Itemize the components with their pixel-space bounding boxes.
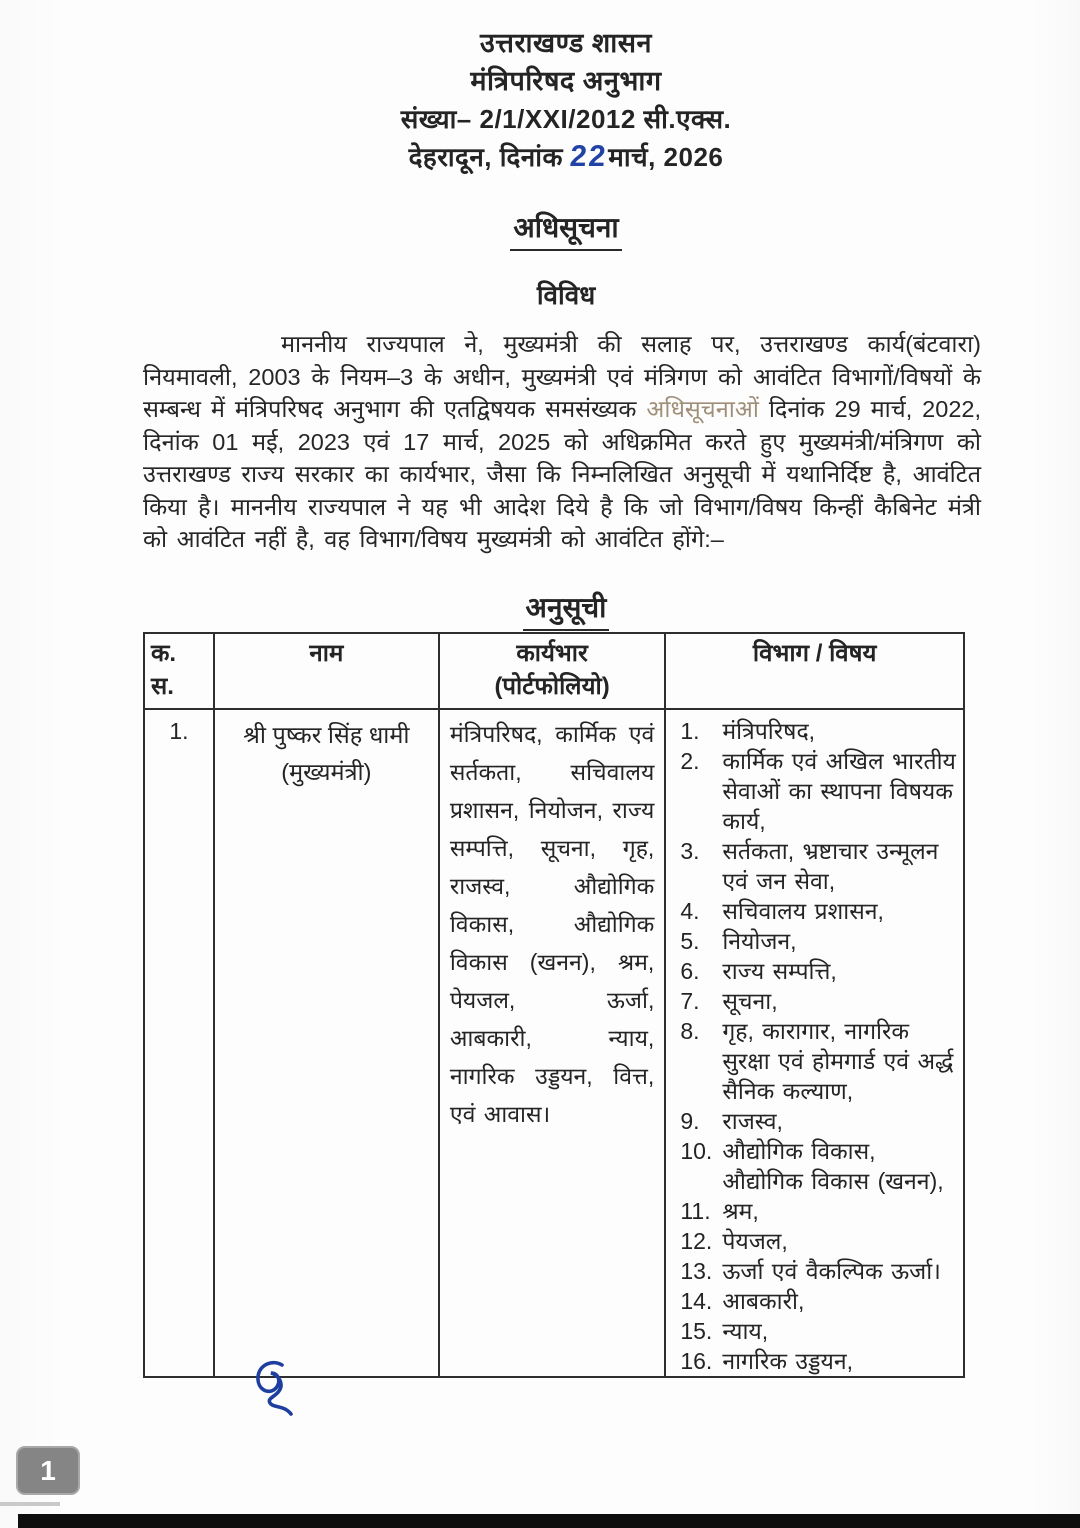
header-portfolio: कार्यभार (पोर्टफोलियो): [439, 633, 665, 709]
department-list-item: [674, 1106, 957, 1136]
department-list-item: [674, 986, 957, 1016]
body-paragraph: [143, 328, 981, 556]
department-list-item: [674, 1346, 957, 1376]
minister-name: श्री पुष्कर सिंह धामी: [243, 722, 410, 748]
department-item-text: औद्योगिक विकास, औद्योगिक विकास (खनन),: [722, 1138, 944, 1194]
section-name: मंत्रिपरिषद अनुभाग: [470, 66, 662, 96]
department-list-item: [674, 1016, 957, 1106]
department-item-text: कार्मिक एवं अखिल भारतीय सेवाओं का स्थापना विषयक कार्य,: [722, 748, 956, 834]
department-item-text: आबकारी,: [722, 1288, 805, 1314]
department-item-text: नियोजन,: [722, 928, 797, 954]
page-number-badge: 1: [16, 1446, 80, 1495]
department-item-text: ऊर्जा एवं वैकल्पिक ऊर्जा।: [722, 1258, 941, 1284]
serial-cell: 1.: [144, 709, 214, 1377]
department-item-text: सर्तकता, भ्रष्टाचार उन्मूलन एवं जन सेवा,: [722, 838, 939, 894]
department-item-text: गृह, कारागार, नागरिक सुरक्षा एवं होमगार्ड एवं अर्द्ध सैनिक कल्याण,: [722, 1018, 954, 1104]
name-cell: [214, 709, 439, 1377]
notification-title: अधिसूचना: [0, 208, 1080, 251]
government-name: उत्तराखण्ड शासन: [480, 28, 652, 58]
paragraph-part2: दिनांक 29 मार्च, 2022, दिनांक 01 मई, 2023 एवं 17 मार्च, 2025 को अधिक्रमित करते हुए मुख्यमंत्री/मंत्रिगण को उत्तराखण्ड राज्य सरकार का कार्यभार, जैसा कि निम्नलिखित अनुसूची में यथानिर्दिष्ट है, आवंटित किया है। माननीय राज्यपाल ने यह भी आदेश दिये है कि जो विभाग/विषय किन्हीं कैबिनेट मंत्री को आवंटित नहीं है, वह विभाग/विषय मुख्यमंत्री को आवंटित होंगे:–: [143, 396, 981, 552]
department-list-item: [674, 746, 957, 836]
department-list-item: [674, 716, 957, 746]
scan-edge-artifact: [0, 1502, 60, 1506]
minister-designation: (मुख्यमंत्री): [281, 759, 372, 785]
department-list-item: [674, 1136, 957, 1196]
department-list-item: [674, 836, 957, 896]
reference-number: संख्या– 2/1/XXI/2012 सी.एक्स.: [400, 104, 732, 134]
department-list: [674, 716, 957, 1376]
department-item-number: 12.: [680, 1228, 713, 1254]
department-item-text: नागरिक उड्डयन,: [722, 1348, 853, 1374]
place-date-line: [401, 138, 732, 176]
department-item-text: सूचना,: [722, 988, 778, 1014]
date-prefix: देहरादून, दिनांक: [408, 142, 563, 172]
department-item-text: श्रम,: [722, 1198, 759, 1224]
department-item-number: 7.: [680, 988, 700, 1014]
handwritten-day: 22: [568, 140, 609, 173]
handwritten-signature-mark: [246, 1360, 300, 1426]
paragraph-part1: माननीय राज्यपाल ने, मुख्यमंत्री की सलाह पर, उत्तराखण्ड कार्य(बंटवारा) नियमावली, 2003 के नियम–3 के अधीन, मुख्यमंत्री एवं मंत्रिगण को आवंटित विभागों/विषयों के सम्बन्ध में मंत्रिपरिषद अनुभाग की एतद्विषयक समसंख्यक: [143, 331, 981, 422]
department-item-number: 2.: [680, 748, 700, 774]
department-list-item: [674, 1256, 957, 1286]
department-list-item: [674, 926, 957, 956]
department-list-item: [674, 1196, 957, 1226]
document-subtitle: विविध: [536, 280, 596, 310]
department-item-number: 10.: [680, 1138, 713, 1164]
department-item-number: 9.: [680, 1108, 700, 1134]
department-item-text: मंत्रिपरिषद,: [722, 718, 816, 744]
schedule-title: अनुसूची: [0, 588, 1080, 631]
department-item-number: 1.: [680, 718, 700, 744]
table-row: [144, 709, 964, 1377]
document-header: [0, 24, 1080, 176]
department-item-number: 15.: [680, 1318, 713, 1344]
table-header-row: [144, 633, 964, 709]
department-item-number: 16.: [680, 1348, 713, 1374]
department-item-text: राज्य सम्पत्ति,: [722, 958, 837, 984]
department-item-text: राजस्व,: [722, 1108, 783, 1134]
department-item-number: 4.: [680, 898, 700, 924]
department-item-number: 5.: [680, 928, 700, 954]
department-list-item: [674, 1286, 957, 1316]
department-item-text: न्याय,: [722, 1318, 769, 1344]
department-item-text: पेयजल,: [722, 1228, 788, 1254]
department-item-number: 3.: [680, 838, 700, 864]
paragraph-faded-word: अधिसूचनाओं: [646, 396, 759, 422]
department-item-number: 6.: [680, 958, 700, 984]
header-name: नाम: [214, 633, 439, 709]
department-item-number: 11.: [680, 1198, 711, 1224]
schedule-table: [143, 632, 965, 1378]
department-item-number: 13.: [680, 1258, 713, 1284]
department-list-item: [674, 896, 957, 926]
portfolio-cell: मंत्रिपरिषद, कार्मिक एवं सर्तकता, सचिवालय प्रशासन, नियोजन, राज्य सम्पत्ति, सूचना, गृह, राजस्व, औद्योगिक विकास, औद्योगिक विकास (खनन), श्रम, पेयजल, ऊर्जा, आबकारी, न्याय, नागरिक उड्डयन, वित्त, एवं आवास।: [439, 709, 665, 1377]
department-cell: [665, 709, 964, 1377]
scan-bottom-bar: [18, 1514, 1080, 1528]
header-department: विभाग / विषय: [665, 633, 964, 709]
department-list-item: [674, 1316, 957, 1346]
department-item-text: सचिवालय प्रशासन,: [722, 898, 884, 924]
department-list-item: [674, 1226, 957, 1256]
header-serial: क. स.: [144, 633, 214, 709]
department-item-number: 14.: [680, 1288, 713, 1314]
date-suffix: मार्च, 2026: [608, 142, 724, 172]
department-item-number: 8.: [680, 1018, 700, 1044]
department-list-item: [674, 956, 957, 986]
